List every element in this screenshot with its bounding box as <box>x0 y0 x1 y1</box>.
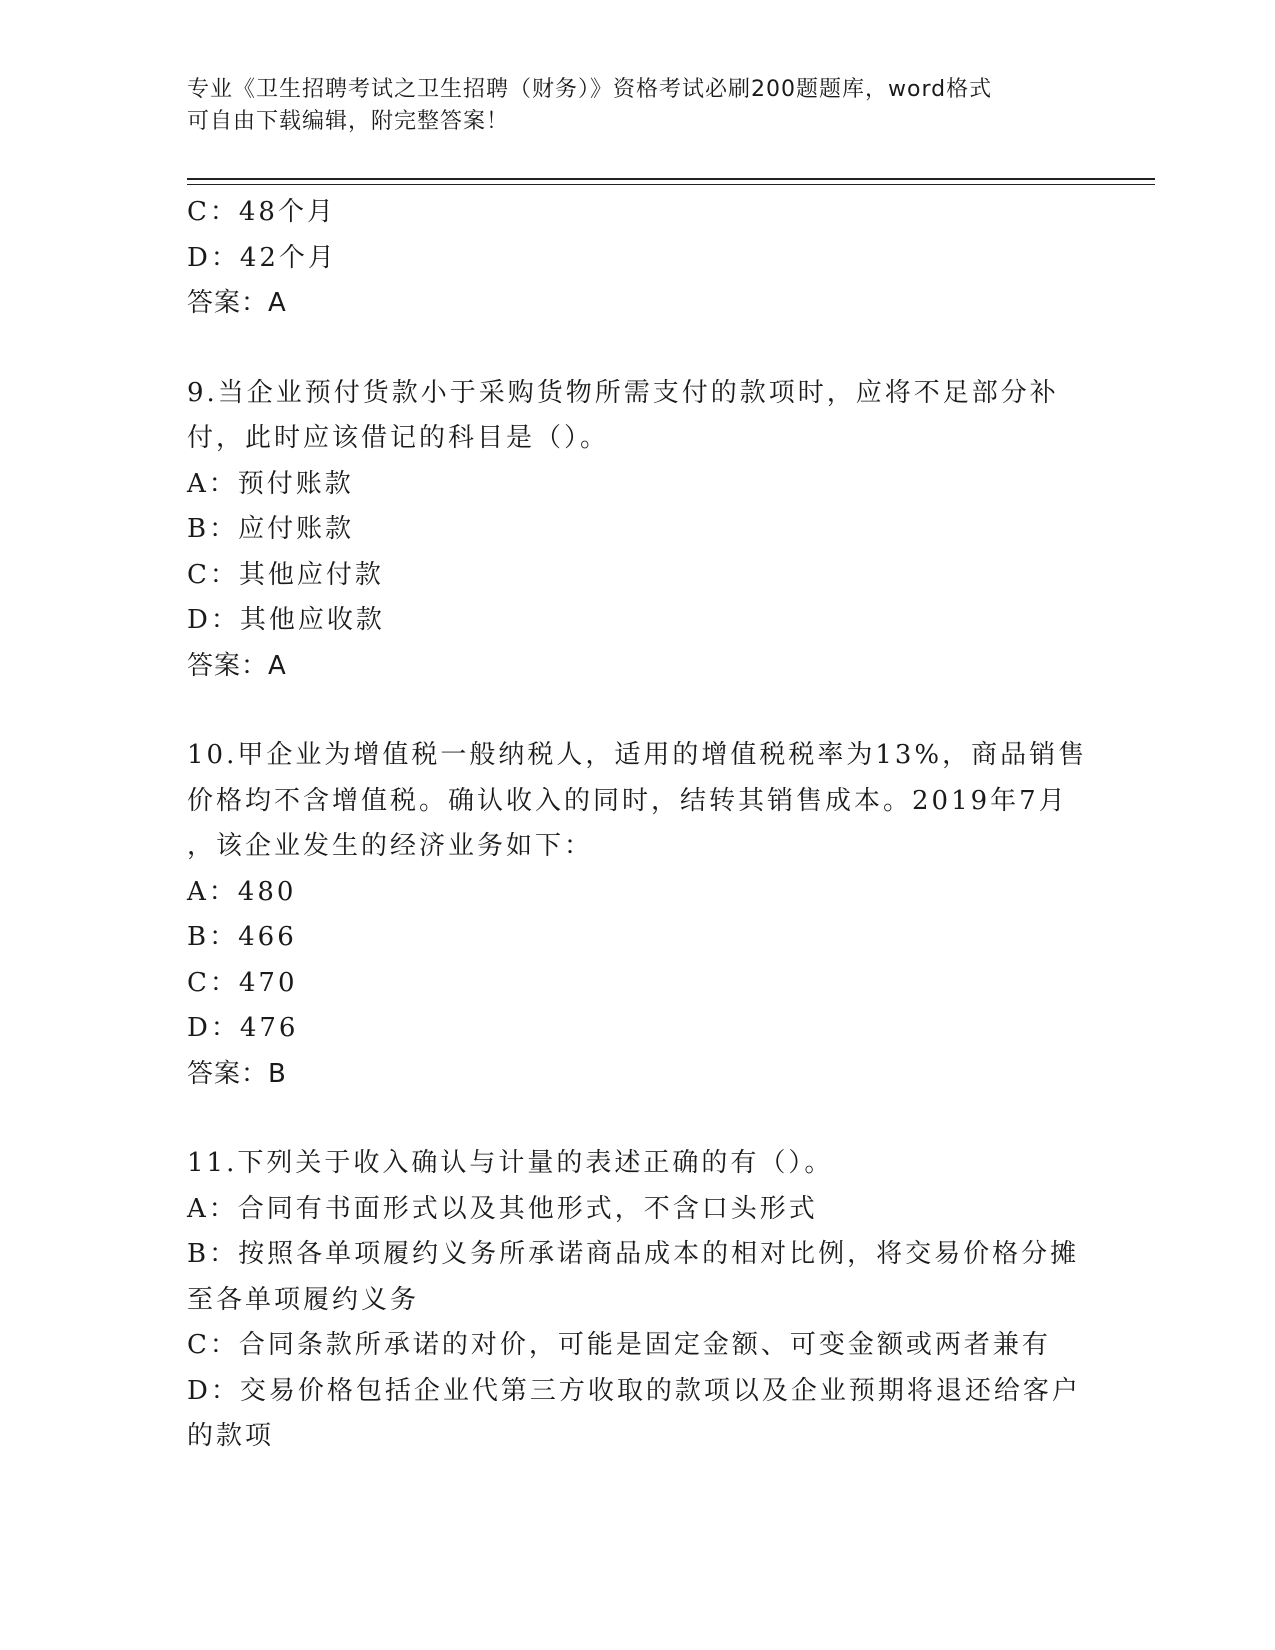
question-11 <box>187 1141 1087 1460</box>
q10-stem-line2: 价格均不含增值税。确认收入的同时，结转其销售成本。2019年7月 <box>187 785 1068 816</box>
q10-option-c: C：470 <box>187 967 298 998</box>
spacer <box>187 327 1087 371</box>
q10-option-b: B：466 <box>187 922 297 952</box>
header-divider-thin <box>187 184 1155 185</box>
q9-option-d: D：其他应收款 <box>187 605 385 635</box>
q9-option-c: C：其他应付款 <box>187 559 384 590</box>
q8-option-c: C：48个月 <box>187 197 336 227</box>
q11-option-d-line2: 的款项 <box>187 1421 275 1451</box>
q10-option-a: A：480 <box>187 876 297 907</box>
question-content <box>187 190 1087 1460</box>
spacer <box>187 689 1087 733</box>
q11-stem-line1: 11.下列关于收入确认与计量的表述正确的有（）。 <box>187 1148 834 1178</box>
spacer <box>187 1097 1087 1141</box>
q11-option-c: C：合同条款所承诺的对价，可能是固定金额、可变金额或两者兼有 <box>187 1330 1051 1360</box>
q11-option-b-line1: B：按照各单项履约义务所承诺商品成本的相对比例，将交易价格分摊 <box>187 1239 1080 1269</box>
document-header <box>187 74 1067 138</box>
q8-option-d: D：42个月 <box>187 242 337 273</box>
q9-stem-line1: 9.当企业预付货款小于采购货物所需支付的款项时，应将不足部分补 <box>187 377 1059 408</box>
q11-option-b-line2: 至各单项履约义务 <box>187 1284 420 1315</box>
q11-option-a: A：合同有书面形式以及其他形式，不含口头形式 <box>187 1193 818 1224</box>
q10-answer: 答案：B <box>187 1058 287 1089</box>
question-10 <box>187 733 1087 1097</box>
header-title-line2: 可自由下载编辑，附完整答案！ <box>187 109 510 134</box>
q9-option-a: A：预付账款 <box>187 468 354 499</box>
q11-option-d-line1: D：交易价格包括企业代第三方收取的款项以及企业预期将退还给客户 <box>187 1375 1081 1406</box>
q9-answer: 答案：A <box>187 650 287 681</box>
q9-stem-line2: 付，此时应该借记的科目是（）。 <box>187 423 610 453</box>
q9-option-b: B：应付账款 <box>187 514 355 544</box>
header-divider-thick <box>187 178 1155 180</box>
q10-stem-line3: ，该企业发生的经济业务如下： <box>187 831 594 861</box>
question-8 <box>187 190 1087 327</box>
q8-answer: 答案：A <box>187 288 287 318</box>
q10-stem-line1: 10.甲企业为增值税一般纳税人，适用的增值税税率为13%，商品销售 <box>187 740 1088 770</box>
question-9 <box>187 371 1087 690</box>
header-title-line1: 专业《卫生招聘考试之卫生招聘（财务）》资格考试必刷200题题库，word格式 <box>187 77 993 102</box>
q10-option-d: D：476 <box>187 1013 299 1043</box>
